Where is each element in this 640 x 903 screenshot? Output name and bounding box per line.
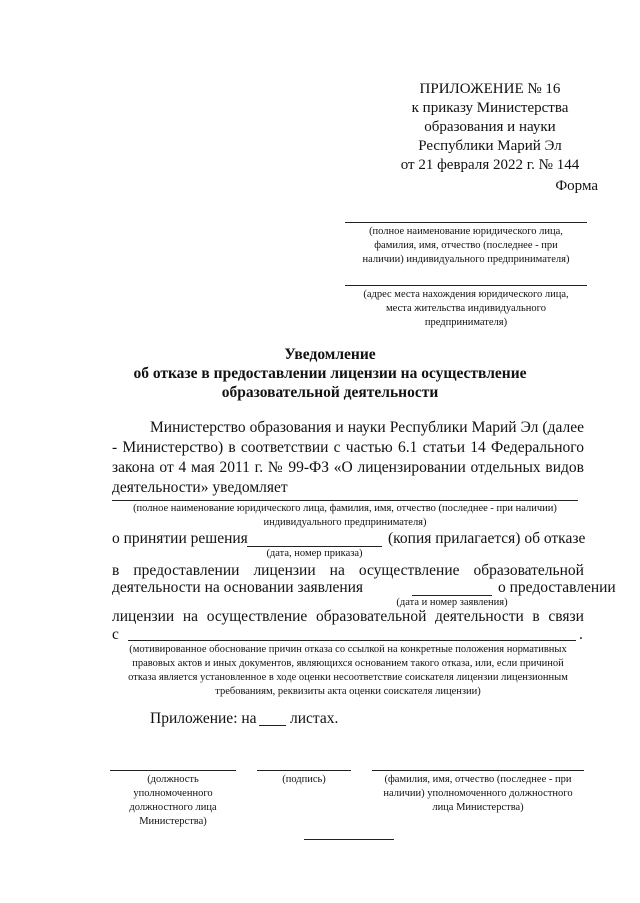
- caption-line: (полное наименование юридического лица, фамилия, имя, отчество (последнее - при наличии): [133, 503, 557, 514]
- appendix-suffix: листах.: [290, 710, 339, 727]
- word: образовательной: [473, 562, 584, 579]
- form-label: Форма: [555, 178, 598, 194]
- word: в: [532, 608, 540, 625]
- license-line: [112, 607, 584, 627]
- recipient-address-caption: [345, 288, 587, 330]
- entity-caption: [112, 502, 578, 530]
- word: на: [329, 562, 345, 579]
- pages-blank-line: [259, 725, 286, 726]
- caption-line: требованиям, реквизиты акта оценки соискателя лицензии): [215, 686, 481, 697]
- caption-line: (адрес места нахождения юридического лица,: [363, 289, 569, 300]
- title-line: образовательной деятельности: [221, 384, 439, 401]
- recipient-name-caption: [345, 225, 587, 267]
- caption-line: фамилия, имя, отчество (последнее - при: [374, 240, 558, 251]
- caption-line: места жительства индивидуального: [386, 303, 546, 314]
- caption-line: (фамилия, имя, отчество (последнее - при: [384, 774, 572, 785]
- reason-blank-line: [128, 640, 576, 641]
- position-caption: [110, 773, 236, 829]
- decision-suffix: (копия прилагается) об отказе: [388, 530, 586, 547]
- attachment-header: [360, 80, 620, 175]
- word: лицензии: [112, 608, 175, 625]
- word: осуществление: [206, 608, 308, 625]
- activity-prefix: деятельности на основании заявления: [112, 579, 364, 596]
- caption-line: лица Министерства): [432, 802, 524, 813]
- entity-line: [112, 500, 578, 501]
- recipient-name-line: [345, 222, 587, 223]
- caption-line: (мотивированное обоснование причин отказа со ссылкой на конкретные положения нормативных: [129, 644, 567, 655]
- caption-line: уполномоченного: [133, 788, 213, 799]
- body-paragraph: Министерство образования и науки Республики Марий Эл (далее - Министерство) в соответствии с частью 6.1 статьи 14 Федерального закона от 4 мая 2011 г. № 99-ФЗ «О лицензировании отдельных видов деятельности» уведомляет: [112, 419, 584, 496]
- word: на: [182, 608, 199, 625]
- word: предоставлении: [133, 562, 240, 579]
- end-rule: [304, 839, 394, 840]
- order-caption: (дата, номер приказа): [266, 548, 363, 559]
- caption-line: (полное наименование юридического лица,: [369, 226, 563, 237]
- title-line: об отказе в предоставлении лицензии на осуществление: [133, 365, 527, 382]
- decision-prefix: о принятии решения: [112, 530, 248, 547]
- caption-line: наличии) индивидуального предпринимателя): [362, 254, 570, 265]
- attachment-line: к приказу Министерства: [411, 100, 569, 116]
- word: деятельности: [435, 608, 524, 625]
- signature-caption: (подпись): [282, 774, 326, 785]
- caption-line: Министерства): [139, 816, 207, 827]
- with-suffix: .: [579, 626, 583, 643]
- caption-line: должностного лица: [129, 802, 217, 813]
- appendix-prefix: Приложение: на: [150, 710, 257, 727]
- with-prefix: с: [112, 626, 119, 643]
- official-name-line: [372, 770, 584, 771]
- reason-caption: [112, 643, 584, 699]
- official-name-caption: [366, 773, 590, 815]
- title-line: Уведомление: [284, 346, 376, 363]
- word: осуществление: [358, 562, 460, 579]
- position-line: [110, 770, 236, 771]
- word: лицензии: [253, 562, 316, 579]
- word: в: [112, 562, 120, 579]
- attachment-line: ПРИЛОЖЕНИЕ № 16: [419, 81, 561, 97]
- attachment-line: от 21 февраля 2022 г. № 144: [400, 157, 580, 173]
- caption-line: наличии) уполномоченного должностного: [383, 788, 573, 799]
- document-title: [60, 345, 600, 402]
- application-caption: (дата и номер заявления): [396, 597, 508, 608]
- caption-line: предпринимателя): [424, 317, 508, 328]
- caption-line: отказа является установленное в ходе оценки несоответствие соискателя лицензии лицензионным: [128, 672, 568, 683]
- word: связи: [548, 608, 584, 625]
- signature-line: [257, 770, 351, 771]
- refusal-line: [112, 561, 584, 581]
- word: образовательной: [315, 608, 427, 625]
- attachment-line: Республики Марий Эл: [418, 138, 562, 154]
- caption-line: правовых актов и иных документов, являющихся основанием такого отказа, или, если причиной: [132, 658, 564, 669]
- attachment-line: образования и науки: [424, 119, 556, 135]
- recipient-address-line: [345, 285, 587, 286]
- activity-suffix: о предоставлении: [498, 579, 616, 596]
- caption-line: индивидуального предпринимателя): [263, 517, 427, 528]
- caption-line: (должность: [147, 774, 199, 785]
